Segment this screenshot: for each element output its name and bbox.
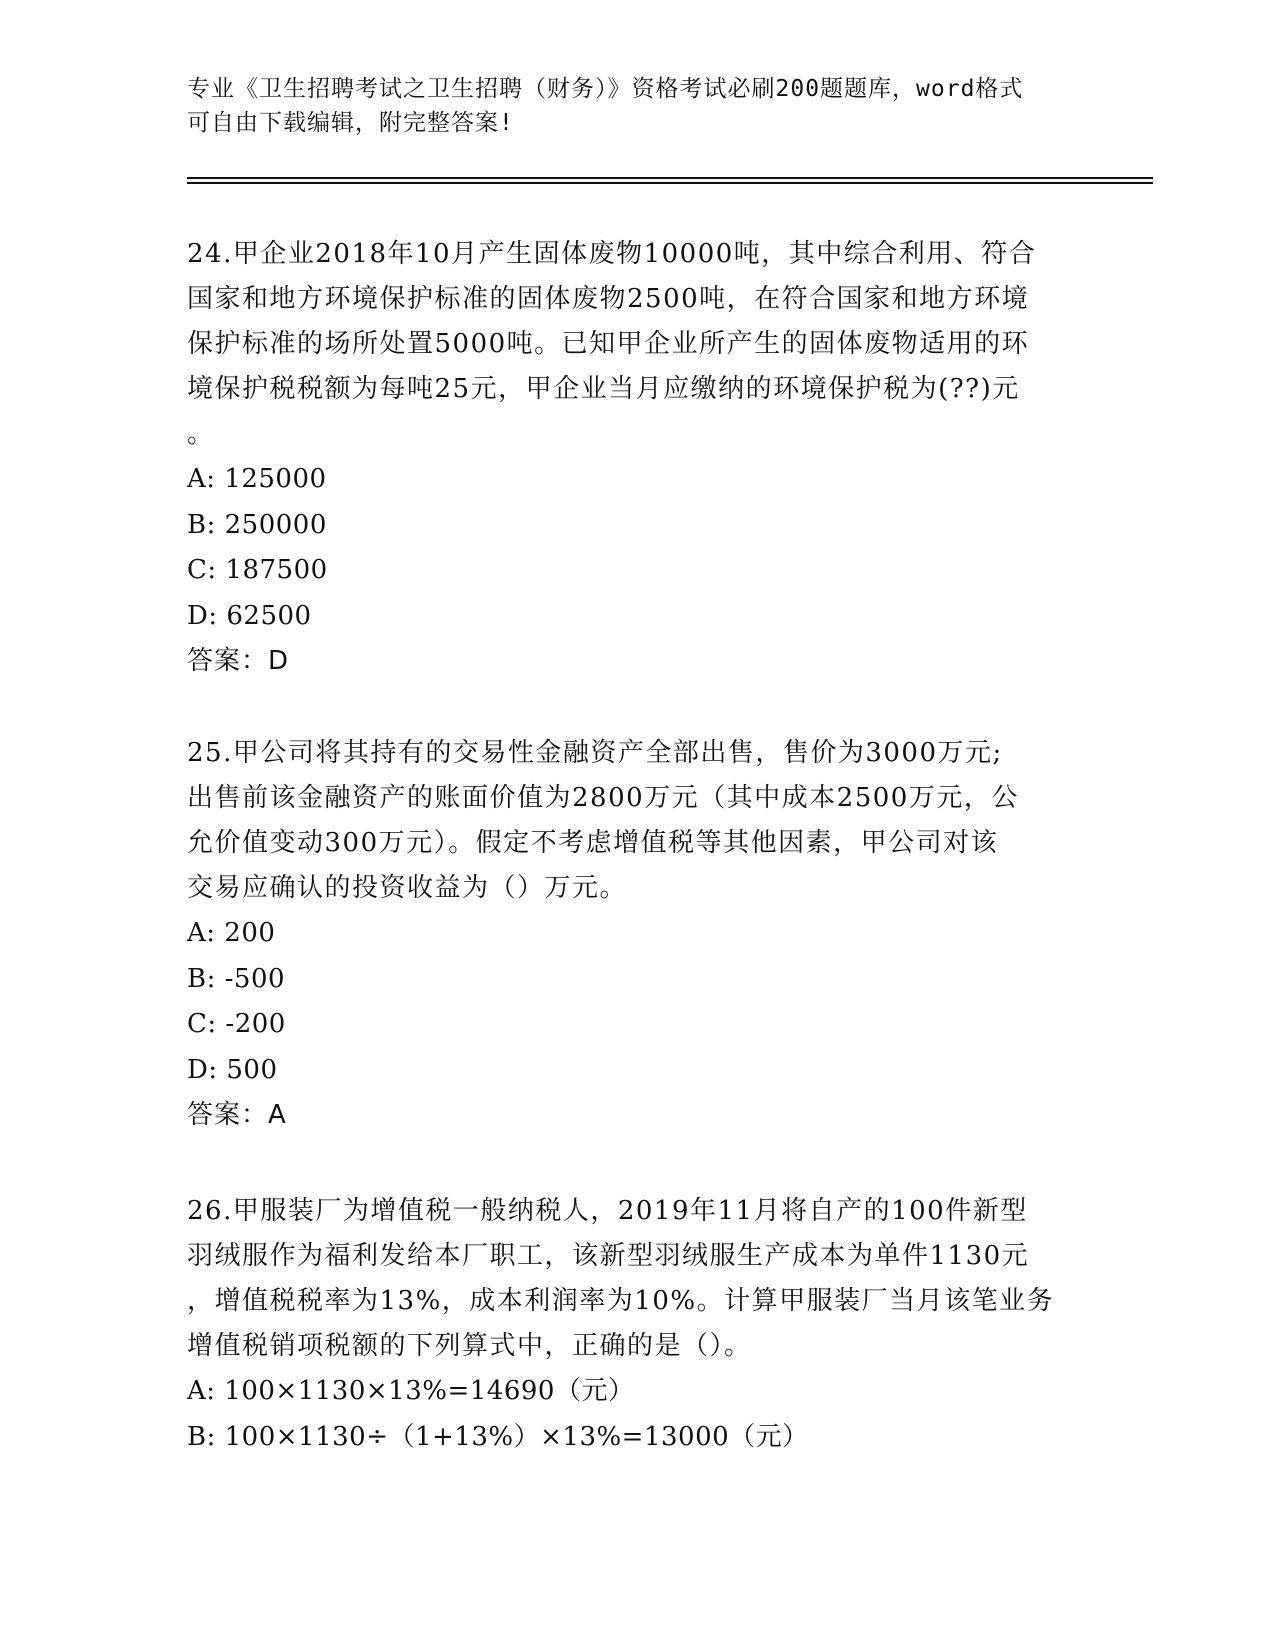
option-c: C: 187500	[187, 555, 328, 585]
stem-line: 。	[187, 419, 215, 449]
stem-line: ，增值税税率为13%，成本利润率为10%。计算甲服装厂当月该笔业务	[187, 1286, 1055, 1316]
option-a: A: 125000	[187, 464, 327, 494]
question-stem	[187, 731, 1067, 911]
stem-line: 国家和地方环境保护标准的固体废物2500吨，在符合国家和地方环境	[187, 284, 1030, 314]
stem-line: 羽绒服作为福利发给本厂职工，该新型羽绒服生产成本为单件1130元	[187, 1241, 1030, 1271]
option-d: D: 500	[187, 1054, 278, 1085]
stem-line: 26.甲服装厂为增值税一般纳税人，2019年11月将自产的100件新型	[187, 1196, 1028, 1226]
stem-line: 增值税销项税额的下列算式中，正确的是（）。	[187, 1331, 752, 1361]
stem-line: 交易应确认的投资收益为（）万元。	[187, 873, 628, 903]
answer-line: 答案：D	[187, 646, 290, 676]
question-stem	[187, 232, 1067, 457]
header-divider-top	[187, 177, 1153, 179]
stem-line: 24.甲企业2018年10月产生固体废物10000吨，其中综合利用、符合	[187, 239, 1037, 269]
option-b: B: 100×1130÷（1+13%）×13%=13000（元）	[187, 1421, 809, 1452]
stem-line: 25.甲公司将其持有的交易性金融资产全部出售，售价为3000万元;	[187, 738, 1003, 768]
header-line-1: 专业《卫生招聘考试之卫生招聘（财务）》资格考试必刷200题题库，word格式	[187, 76, 1024, 102]
option-a: A: 200	[187, 918, 276, 948]
stem-line: 允价值变动300万元）。假定不考虑增值税等其他因素，甲公司对该	[187, 828, 999, 858]
question-26	[187, 1189, 1067, 1460]
stem-line: 保护标准的场所处置5000吨。已知甲企业所产生的固体废物适用的环	[187, 329, 1030, 359]
option-a: A: 100×1130×13%=14690（元）	[187, 1376, 635, 1406]
answer-line: 答案：A	[187, 1100, 287, 1130]
question-25	[187, 731, 1067, 1138]
option-b: B: 250000	[187, 509, 327, 540]
question-24	[187, 232, 1067, 684]
document-header	[187, 72, 1087, 140]
header-divider-bottom	[187, 182, 1153, 184]
header-line-2: 可自由下载编辑，附完整答案!	[187, 110, 514, 136]
question-stem	[187, 1189, 1067, 1369]
option-d: D: 62500	[187, 600, 312, 631]
stem-line: 出售前该金融资产的账面价值为2800万元（其中成本2500万元，公	[187, 783, 1019, 813]
option-b: B: -500	[187, 963, 286, 994]
option-c: C: -200	[187, 1009, 286, 1039]
stem-line: 境保护税税额为每吨25元，甲企业当月应缴纳的环境保护税为(??)元	[187, 374, 1020, 404]
